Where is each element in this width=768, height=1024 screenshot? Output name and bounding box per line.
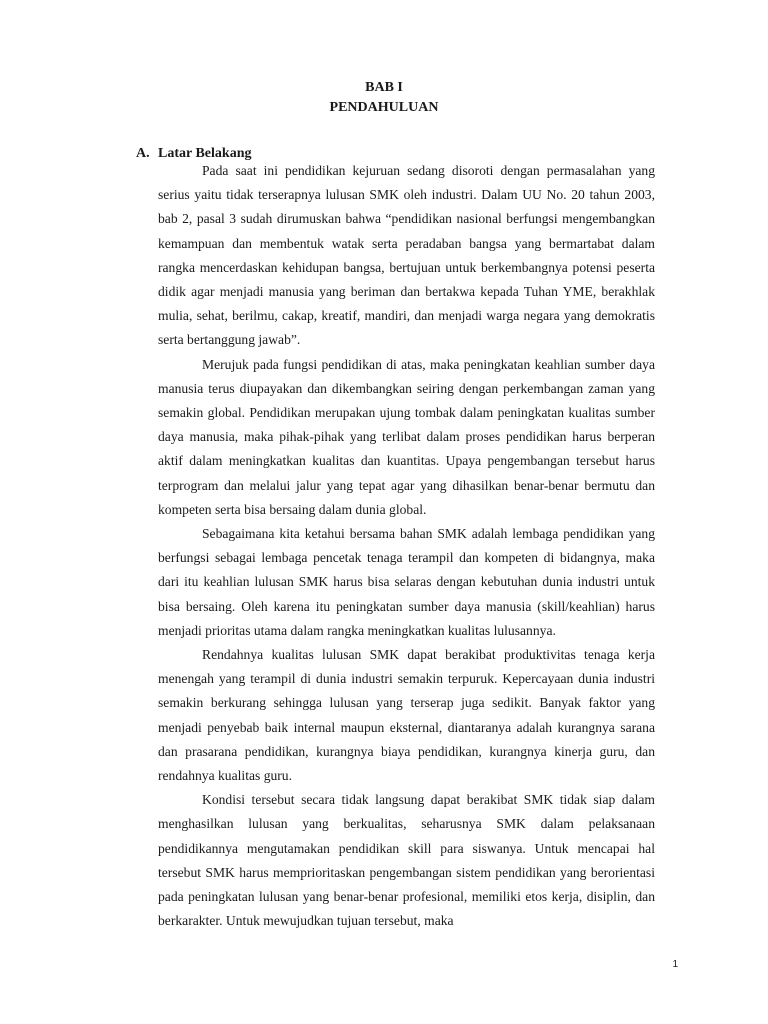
body-text [158,159,655,934]
section-letter: A. [136,146,150,161]
section-title: Latar Belakang [158,146,252,161]
paragraph-1: Pada saat ini pendidikan kejuruan sedang disoroti dengan permasalahan yang serius yaitu tidak terserapnya lulusan SMK oleh industri. Dalam UU No. 20 tahun 2003, bab 2, pasal 3 sudah dirumuskan bahwa “pendidikan nasional berfungsi mengembangkan kemampuan dan membentuk watak serta peradaban bangsa yang bermartabat dalam rangka mencerdaskan kehidupan bangsa, bertujuan untuk berkembangnya potensi peserta didik agar menjadi manusia yang beriman dan bertakwa kepada Tuhan YME, berakhlak mulia, sehat, berilmu, cakap, kreatif, mandiri, dan menjadi warga negara yang demokratis serta bertanggung jawab”. [158,163,655,348]
page-number: 1 [672,959,678,970]
paragraph-3: Sebagaimana kita ketahui bersama bahan SMK adalah lembaga pendidikan yang berfungsi sebagai lembaga pencetak tenaga terampil dan kompeten di bidangnya, maka dari itu keahlian lulusan SMK harus bisa selaras dengan kebutuhan dunia industri untuk bisa bersaing. Oleh karena itu peningkatan sumber daya manusia (skill/keahlian) harus menjadi prioritas utama dalam rangka meningkatkan kualitas lulusannya. [158,526,655,638]
paragraph-4: Rendahnya kualitas lulusan SMK dapat berakibat produktivitas tenaga kerja menengah yang terampil di dunia industri semakin terpuruk. Kepercayaan dunia industri semakin berkurang sehingga lulusan yang terserap juga sedikit. Banyak faktor yang menjadi penyebab baik internal maupun eksternal, diantaranya adalah kurangnya sarana dan prasarana pendidikan, kurangnya biaya pendidikan, kurangnya kinerja guru, dan rendahnya kualitas guru. [158,647,655,784]
paragraph-2: Merujuk pada fungsi pendidikan di atas, maka peningkatan keahlian sumber daya manusia terus diupayakan dan dikembangkan seiring dengan perkembangan zaman yang semakin global. Pendidikan merupakan ujung tombak dalam peningkatan kualitas sumber daya manusia, maka pihak-pihak yang terlibat dalam proses pendidikan harus berperan aktif dalam meningkatkan kualitas dan kuantitas. Upaya pengembangan tersebut harus terprogram dan melalui jalur yang tepat agar yang dihasilkan benar-benar bermutu dan kompeten serta bisa bersaing dalam dunia global. [158,356,655,517]
paragraph-5: Kondisi tersebut secara tidak langsung dapat berakibat SMK tidak siap dalam menghasilkan lulusan yang berkualitas, seharusnya SMK dalam pelaksanaan pendidikannya mengutamakan pendidikan skill para siswanya. Untuk mencapai hal tersebut SMK harus memprioritaskan pengembangan sistem pendidikan yang berorientasi pada peningkatan lulusan yang benar-benar profesional, memiliki etos kerja, disiplin, dan berkarakter. Untuk mewujudkan tujuan tersebut, maka [158,792,655,929]
chapter-title: PENDAHULUAN [329,100,439,115]
chapter-number: BAB I [365,80,403,95]
